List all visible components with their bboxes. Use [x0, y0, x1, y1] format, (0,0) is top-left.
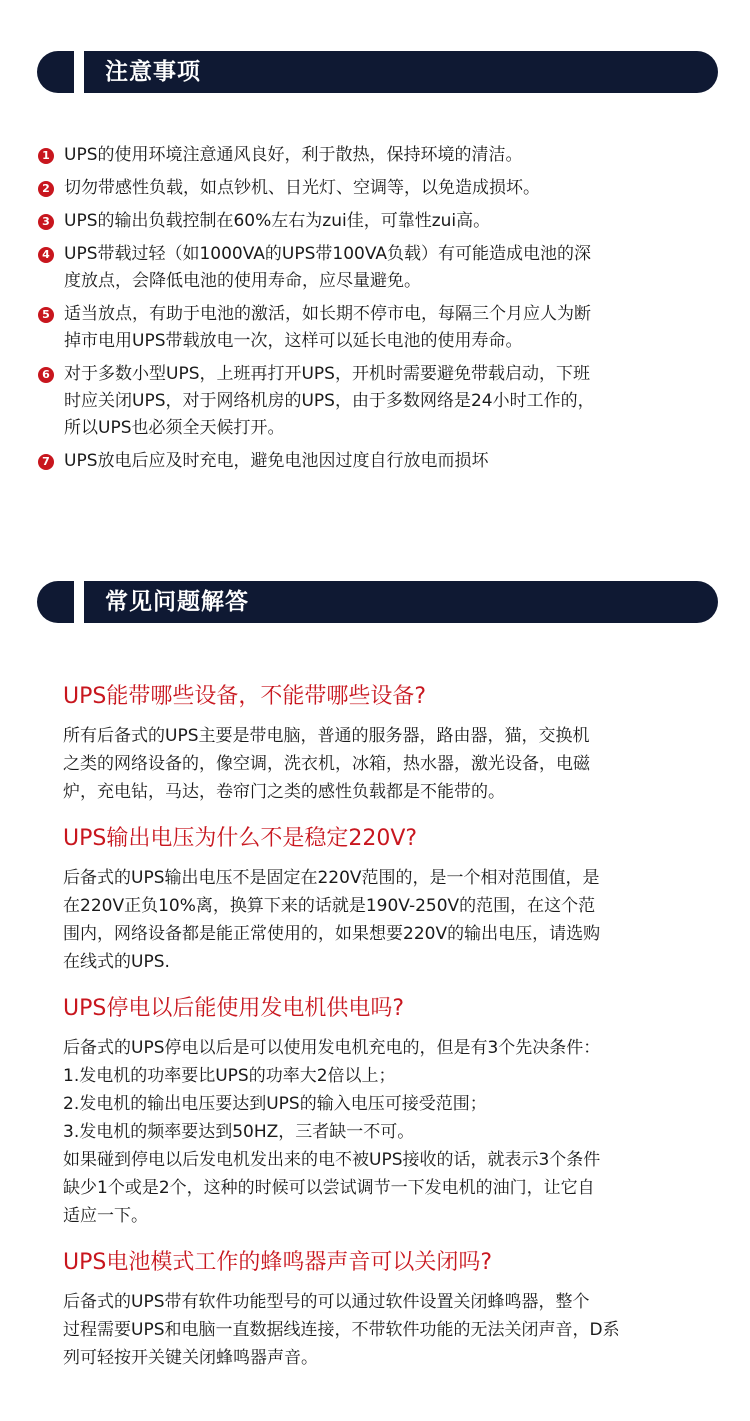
- note-text: 所以UPS也必须全天候打开。: [64, 418, 285, 438]
- note-item: [38, 448, 728, 475]
- notes-list: [38, 142, 728, 481]
- number-badge-icon: 7: [38, 454, 54, 470]
- answer-line: 围内，网络设备都是能正常使用的，如果想要220V的输出电压，请选购: [63, 924, 601, 944]
- answer-line: 列可轻按开关键关闭蜂鸣器声音。: [63, 1348, 318, 1368]
- faq-question: UPS输出电压为什么不是稳定220V?: [63, 826, 418, 851]
- note-item: [38, 301, 728, 355]
- section-header-faq: [37, 581, 718, 623]
- header-accent-bar: [74, 51, 84, 93]
- answer-line: 后备式的UPS输出电压不是固定在220V范围的，是一个相对范围值，是: [63, 868, 600, 888]
- faq-answer: [63, 1288, 713, 1372]
- note-text: 掉市电用UPS带载放电一次，这样可以延长电池的使用寿命。: [64, 331, 523, 351]
- note-text: 对于多数小型UPS，上班再打开UPS，开机时需要避免带载启动，下班: [64, 364, 590, 384]
- note-text: UPS的输出负载控制在60%左右为zui佳，可靠性zui高。: [64, 211, 491, 231]
- number-badge-icon: 1: [38, 148, 54, 164]
- faq-answer: [63, 1034, 713, 1230]
- answer-line: 炉，充电钻，马达，卷帘门之类的感性负载都是不能带的。: [63, 782, 505, 802]
- answer-line: 如果碰到停电以后发电机发出来的电不被UPS接收的话，就表示3个条件: [63, 1150, 601, 1170]
- note-text: 时应关闭UPS，对于网络机房的UPS，由于多数网络是24小时工作的，: [64, 391, 595, 411]
- note-text: 度放点，会降低电池的使用寿命，应尽量避免。: [64, 271, 421, 291]
- answer-line: 2.发电机的输出电压要达到UPS的输入电压可接受范围；: [63, 1094, 487, 1114]
- header-accent-bar: [74, 581, 84, 623]
- answer-line: 后备式的UPS停电以后是可以使用发电机充电的，但是有3个先决条件：: [63, 1038, 601, 1058]
- answer-line: 在线式的UPS.: [63, 952, 170, 972]
- note-item: [38, 361, 728, 442]
- note-item: [38, 175, 728, 202]
- note-item: [38, 208, 728, 235]
- faq-list: [63, 680, 713, 1388]
- answer-line: 缺少1个或是2个，这种的时候可以尝试调节一下发电机的油门，让它自: [63, 1178, 595, 1198]
- answer-line: 适应一下。: [63, 1206, 148, 1226]
- number-badge-icon: 4: [38, 247, 54, 263]
- note-item: [38, 241, 728, 295]
- section-title: 常见问题解答: [105, 589, 249, 615]
- note-text: UPS的使用环境注意通风良好，利于散热，保持环境的清洁。: [64, 145, 523, 165]
- faq-question: UPS停电以后能使用发电机供电吗?: [63, 996, 405, 1021]
- answer-line: 过程需要UPS和电脑一直数据线连接，不带软件功能的无法关闭声音，D系: [63, 1320, 620, 1340]
- faq-question: UPS电池模式工作的蜂鸣器声音可以关闭吗?: [63, 1250, 493, 1275]
- answer-line: 之类的网络设备的，像空调，洗衣机，冰箱，热水器，激光设备，电磁: [63, 754, 590, 774]
- number-badge-icon: 2: [38, 181, 54, 197]
- answer-line: 后备式的UPS带有软件功能型号的可以通过软件设置关闭蜂鸣器，整个: [63, 1292, 590, 1312]
- faq-answer: [63, 864, 713, 976]
- note-text: UPS放电后应及时充电，避免电池因过度自行放电而损坏: [64, 451, 489, 471]
- section-header-notes: [37, 51, 718, 93]
- number-badge-icon: 3: [38, 214, 54, 230]
- faq-answer: [63, 722, 713, 806]
- answer-line: 所有后备式的UPS主要是带电脑，普通的服务器，路由器，猫，交换机: [63, 726, 590, 746]
- faq-question: UPS能带哪些设备，不能带哪些设备?: [63, 684, 427, 709]
- note-text: 适当放点，有助于电池的激活，如长期不停市电，每隔三个月应人为断: [64, 304, 591, 324]
- number-badge-icon: 5: [38, 307, 54, 323]
- answer-line: 1.发电机的功率要比UPS的功率大2倍以上；: [63, 1066, 396, 1086]
- answer-line: 在220V正负10%离，换算下来的话就是190V-250V的范围，在这个范: [63, 896, 596, 916]
- answer-line: 3.发电机的频率要达到50HZ，三者缺一不可。: [63, 1122, 415, 1142]
- section-title: 注意事项: [105, 59, 201, 85]
- note-text: UPS带载过轻（如1000VA的UPS带100VA负载）有可能造成电池的深: [64, 244, 592, 264]
- number-badge-icon: 6: [38, 367, 54, 383]
- note-text: 切勿带感性负载，如点钞机、日光灯、空调等，以免造成损坏。: [64, 178, 540, 198]
- note-item: [38, 142, 728, 169]
